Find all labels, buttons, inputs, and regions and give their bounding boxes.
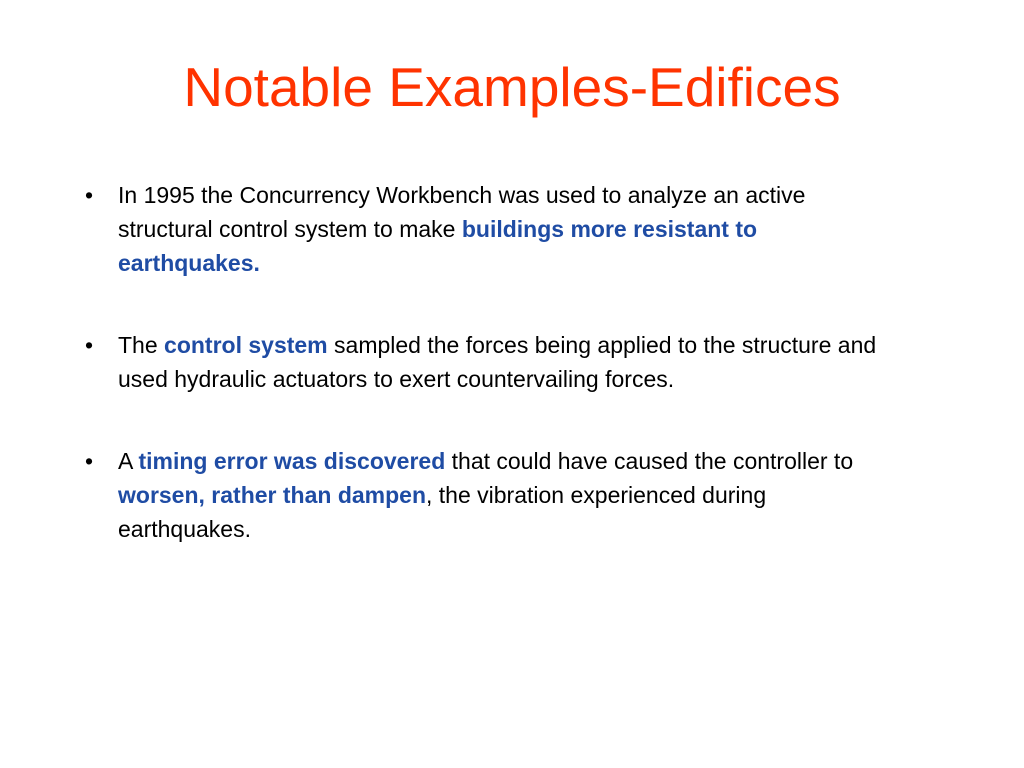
bullet-icon: • <box>85 182 94 208</box>
bullet-highlight-segment: control system <box>164 332 328 358</box>
bullet-text-segment: In 1995 the Concurrency Workbench was used to analyze an active structural control system to make <box>118 182 806 242</box>
bullet-item <box>85 444 905 546</box>
bullet-highlight-segment: buildings more resistant to earthquakes. <box>118 216 758 276</box>
bullet-text-segment: , the vibration experienced during earthquakes. <box>118 482 767 542</box>
bullet-highlight-segment: worsen, rather than dampen <box>118 482 427 508</box>
bullet-item <box>85 178 905 280</box>
bullet-icon: • <box>85 448 94 474</box>
bullet-text-segment: that could have caused the controller to <box>445 448 854 474</box>
bullet-highlight-segment: timing error was discovered <box>138 448 446 474</box>
bullet-list <box>85 178 905 594</box>
bullet-text-segment: The <box>118 332 165 358</box>
bullet-item <box>85 328 905 396</box>
slide-title: Notable Examples-Edifices <box>183 56 841 118</box>
bullet-text-segment: A <box>118 448 139 474</box>
bullet-icon: • <box>85 332 94 358</box>
bullet-text-segment: sampled the forces being applied to the structure and used hydraulic actuators to exert countervailing forces. <box>118 332 877 392</box>
